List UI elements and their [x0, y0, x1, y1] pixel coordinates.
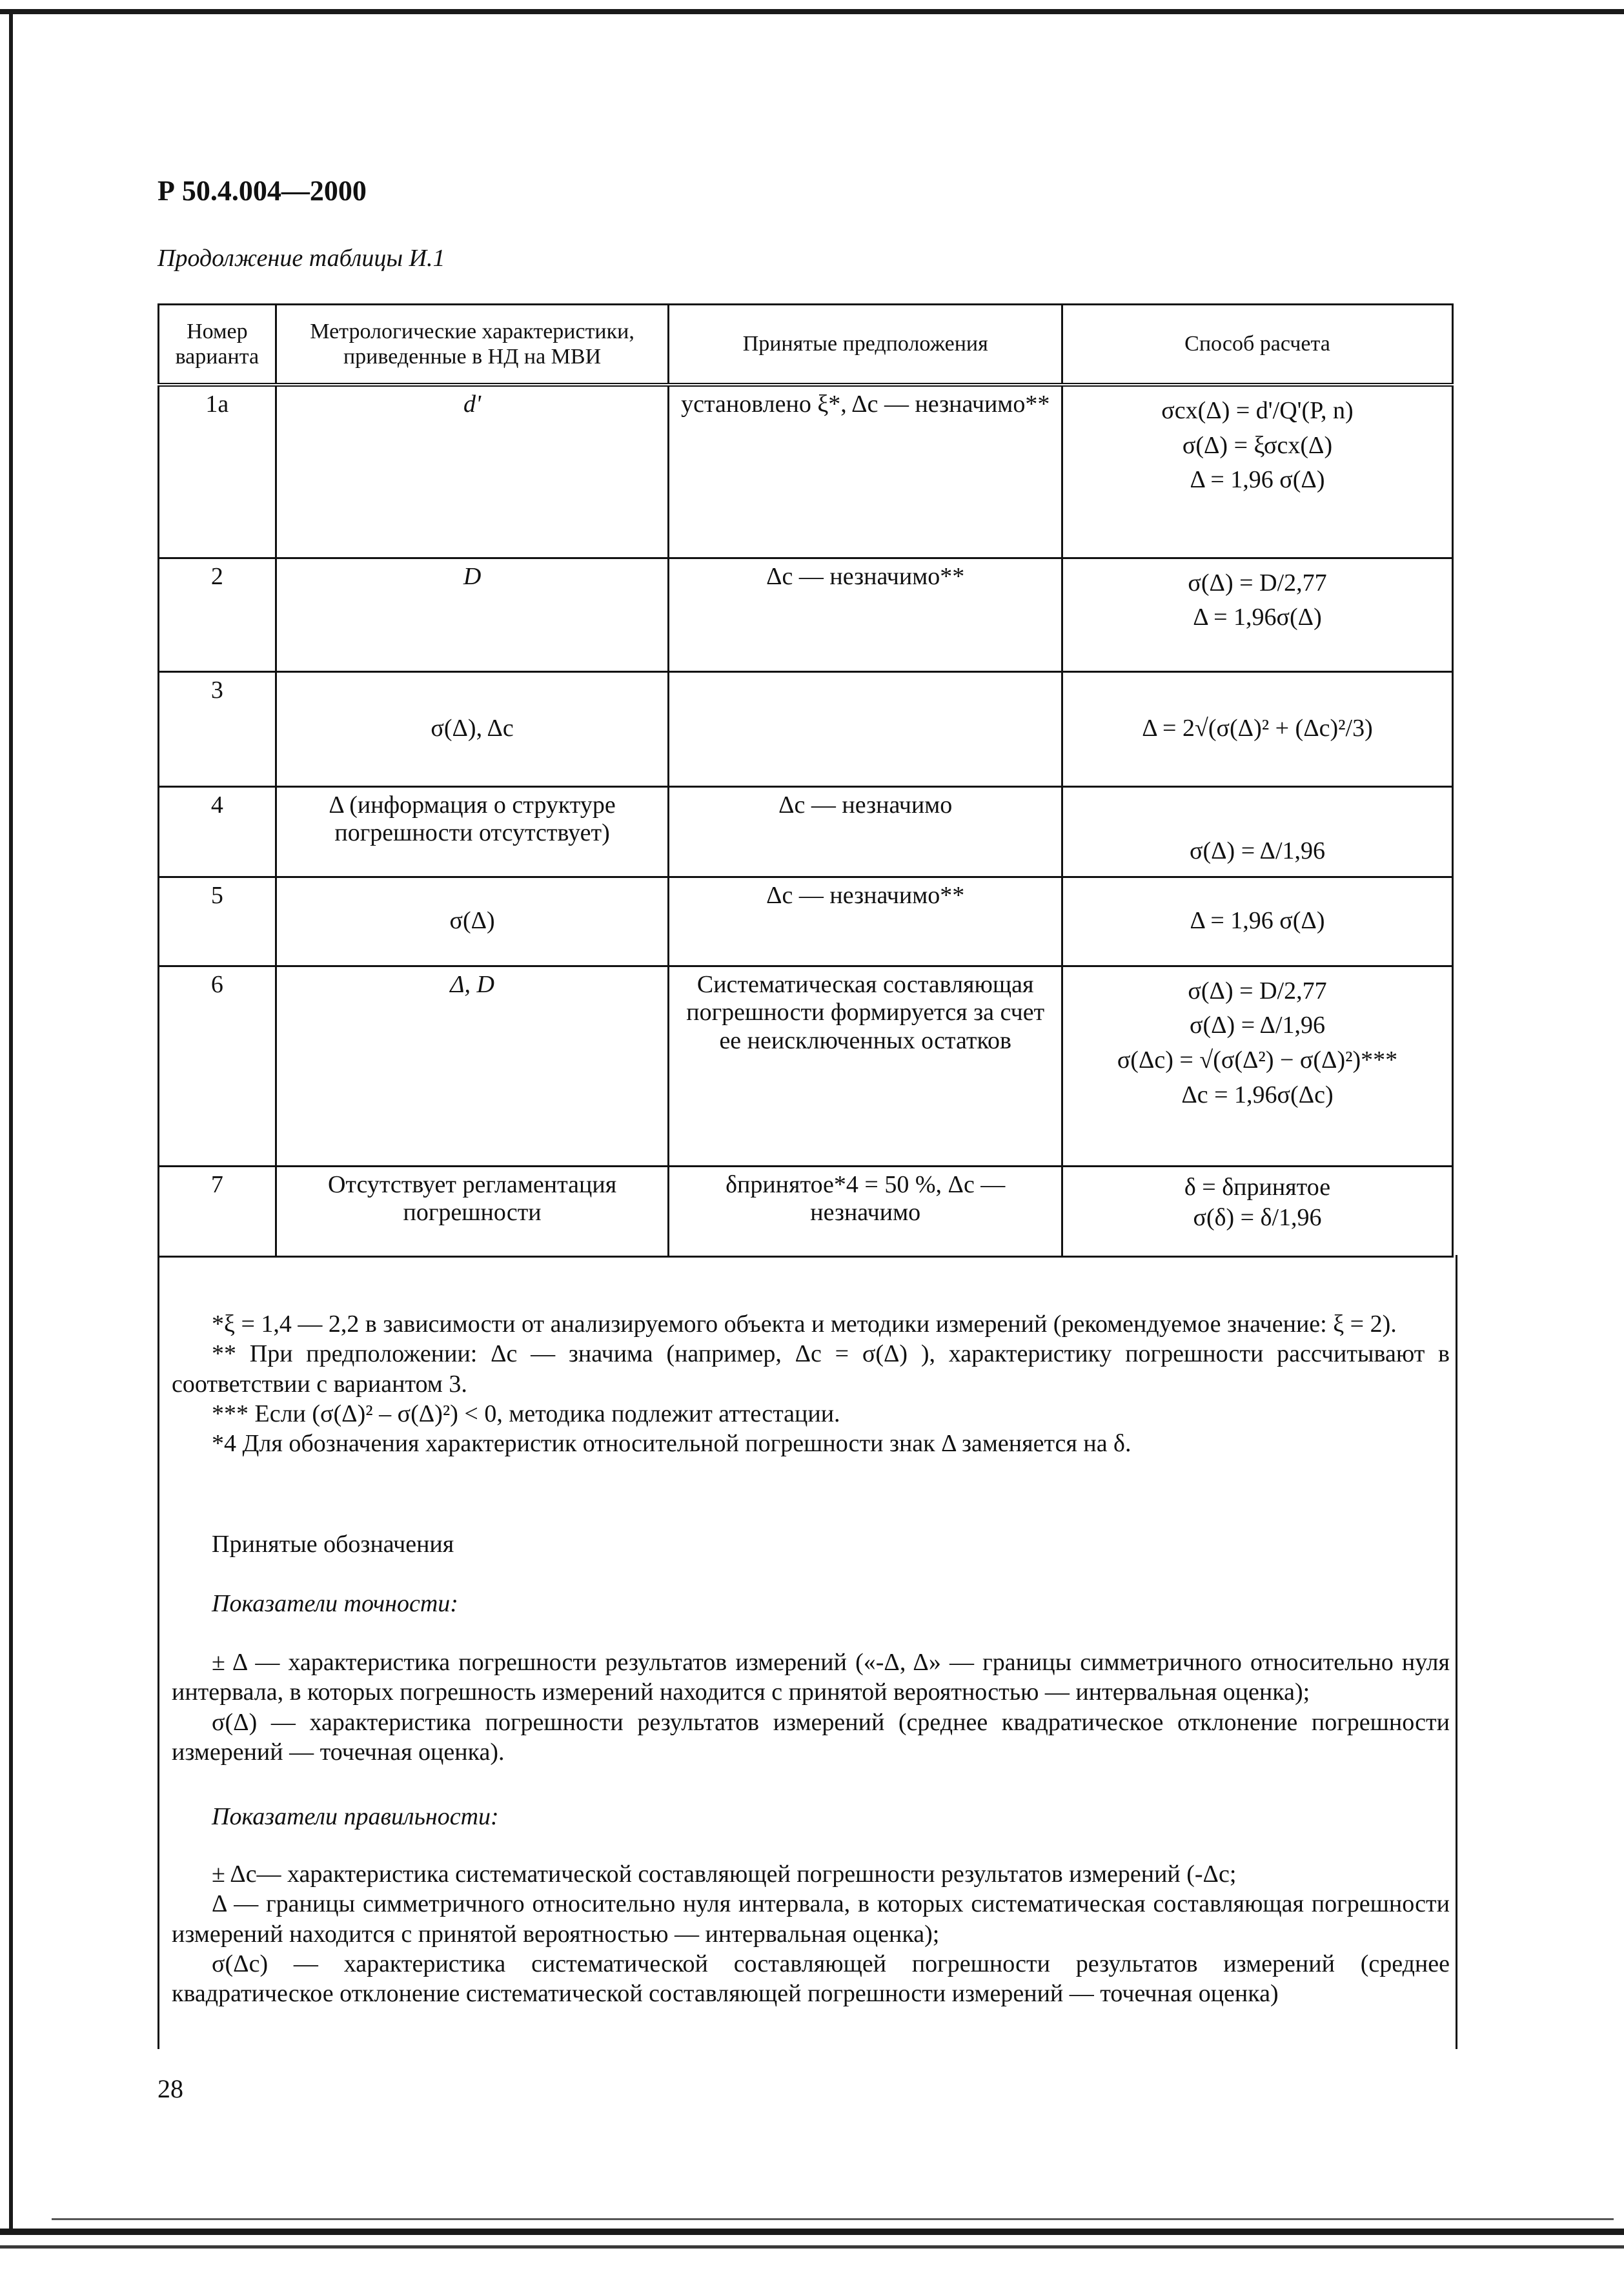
formula: σ(Δ) = ξσcx(Δ) — [1182, 431, 1333, 459]
cell-number: 4 — [159, 786, 276, 877]
table-row — [159, 877, 1453, 966]
correctness-definitions — [172, 1859, 1450, 2009]
calculation-table — [157, 303, 1454, 1258]
cell-method — [1062, 558, 1453, 671]
formula: σ(δ) = δ/1,96 — [1193, 1204, 1322, 1232]
formula: σ(Δ) = D/2,77 — [1188, 977, 1327, 1005]
cell-characteristics: D — [276, 558, 669, 671]
cell-number: 5 — [159, 877, 276, 966]
cell-characteristics: σ(Δ), Δc — [276, 671, 669, 786]
table-row — [159, 966, 1453, 1166]
definition: σ(Δ) — характеристика погрешности результатов измерений (среднее квадратическое отклонение погрешности измерений — точечная оценка). — [172, 1708, 1450, 1766]
formula: σ(Δ) = D/2,77 — [1188, 569, 1327, 597]
subheading-accuracy: Показатели точности: — [212, 1590, 458, 1617]
footnote: ** При предположении: Δc — значима (например, Δc = σ(Δ) ), характеристику погрешности рассчитывают в соответствии с вариантом 3. — [172, 1340, 1450, 1398]
cell-method — [1062, 385, 1453, 558]
cell-method — [1062, 1166, 1453, 1256]
col-header-method: Способ расчета — [1062, 305, 1453, 385]
cell-method — [1062, 877, 1453, 966]
document-code: Р 50.4.004—2000 — [157, 175, 367, 207]
col-header-number: Номер варианта — [159, 305, 276, 385]
table-row — [159, 558, 1453, 671]
cell-characteristics: Δ, D — [276, 966, 669, 1166]
formula: Δ = 1,96 σ(Δ) — [1190, 907, 1325, 935]
cell-characteristics: σ(Δ) — [276, 877, 669, 966]
cell-number: 1а — [159, 385, 276, 558]
formula: σ(Δ) = Δ/1,96 — [1189, 1012, 1326, 1039]
table-continuation-label: Продолжение таблицы И.1 — [157, 245, 445, 272]
scan-border-top — [0, 9, 1624, 14]
cell-assumptions — [669, 671, 1062, 786]
table-row — [159, 1166, 1453, 1256]
definition: ± Δ — характеристика погрешности результатов измерений («-Δ, Δ» — границы симметричного относительно нуля интервала, в которых погрешность измерений находится с принятой вероятностью — интервальная оценка); — [172, 1649, 1450, 1706]
scan-border-left — [9, 9, 13, 2230]
cell-characteristics: Δ (информация о структуре погрешности отсутствует) — [276, 786, 669, 877]
cell-number: 3 — [159, 671, 276, 786]
table-row — [159, 385, 1453, 558]
cell-assumptions: установлено ξ*, Δc — незначимо** — [669, 385, 1062, 558]
table-footnotes — [172, 1309, 1450, 1459]
scan-border-bottom-thin — [52, 2218, 1614, 2220]
table-header-row — [159, 305, 1453, 385]
formula: Δc = 1,96σ(Δc) — [1181, 1081, 1334, 1108]
cell-number: 6 — [159, 966, 276, 1166]
subheading-correctness: Показатели правильности: — [212, 1803, 499, 1830]
cell-characteristics: d' — [276, 385, 669, 558]
section-heading: Принятые обозначения — [212, 1531, 454, 1558]
definition: σ(Δc) — характеристика систематической составляющей погрешности результатов измерений (среднее квадратическое отклонение систематической составляющей погрешности измерений — точечная оценка) — [172, 1950, 1450, 2008]
formula: σcx(Δ) = d'/Q'(P, n) — [1161, 397, 1354, 424]
cell-assumptions: δпринятое*4 = 50 %, Δc — незначимо — [669, 1166, 1062, 1256]
accuracy-definitions — [172, 1648, 1450, 1767]
col-header-assumptions: Принятые предположения — [669, 305, 1062, 385]
cell-method — [1062, 671, 1453, 786]
formula: δ = δпринятое — [1184, 1173, 1331, 1201]
footnote: *** Если (σ(Δ)² – σ(Δ)²) < 0, методика подлежит аттестации. — [212, 1400, 840, 1428]
scan-border-bottom — [0, 2229, 1624, 2235]
cell-number: 7 — [159, 1166, 276, 1256]
cell-assumptions: Δc — незначимо** — [669, 877, 1062, 966]
page-number: 28 — [157, 2074, 183, 2103]
cell-characteristics: Отсутствует регламентация погрешности — [276, 1166, 669, 1256]
footnote: *4 Для обозначения характеристик относительной погрешности знак Δ заменяется на δ. — [212, 1430, 1132, 1458]
formula: Δ = 2√(σ(Δ)² + (Δc)²/3) — [1142, 715, 1373, 742]
cell-assumptions: Δc — незначимо — [669, 786, 1062, 877]
cell-assumptions: Δc — незначимо** — [669, 558, 1062, 671]
footnote: *ξ = 1,4 — 2,2 в зависимости от анализируемого объекта и методики измерений (рекомендуемое значение: ξ = 2). — [212, 1311, 1397, 1338]
scan-border-bottom-2 — [0, 2245, 1624, 2249]
definition: ± Δc— характеристика систематической составляющей погрешности результатов измерений (-Δc; — [212, 1861, 1237, 1888]
table-row — [159, 671, 1453, 786]
col-header-characteristics: Метрологические характеристики, приведенные в НД на МВИ — [276, 305, 669, 385]
cell-method — [1062, 966, 1453, 1166]
formula: Δ = 1,96 σ(Δ) — [1190, 466, 1325, 494]
formula: σ(Δc) = √(σ(Δ²) − σ(Δ)²)*** — [1117, 1046, 1398, 1074]
formula: σ(Δ) = Δ/1,96 — [1189, 837, 1326, 864]
cell-assumptions: Систематическая составляющая погрешности формируется за счет ее неисключенных остатков — [669, 966, 1062, 1166]
cell-number: 2 — [159, 558, 276, 671]
cell-method — [1062, 786, 1453, 877]
table-row — [159, 786, 1453, 877]
definition: Δ — границы симметричного относительно нуля интервала, в которых систематическая составляющая погрешности измерений находится с принятой вероятностью — интервальная оценка); — [172, 1890, 1450, 1948]
formula: Δ = 1,96σ(Δ) — [1193, 604, 1322, 631]
